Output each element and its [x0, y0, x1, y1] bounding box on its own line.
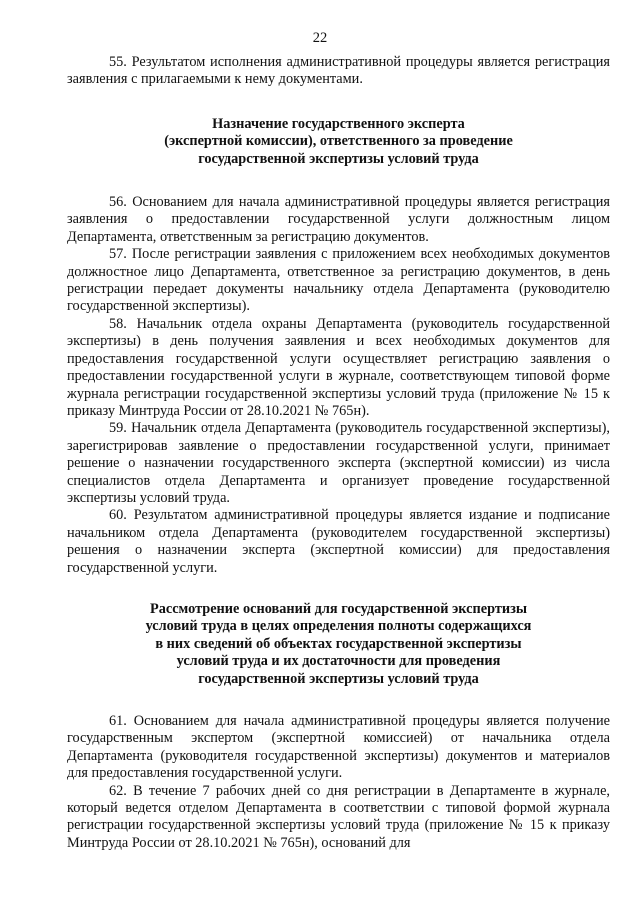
heading-line: государственной экспертизы условий труда [198, 150, 479, 167]
paragraph-59: 59. Начальник отдела Департамента (руководитель государственной экспертизы), зарегистрировав заявление о предоставлении государственной услуги, принимает решение о назначении государственного эксперта (экспертной комиссии) из числа специалистов отдела Департамента и организует проведение государственной экспертизы условий труда. [67, 420, 610, 506]
paragraph-55: 55. Результатом исполнения административной процедуры является регистрация заявления с прилагаемыми к нему документами. [67, 54, 610, 88]
paragraph-58: 58. Начальник отдела охраны Департамента (руководитель государственной экспертизы) в день получения заявления и всех необходимых документов для предоставления государственной услуги осуществляет регистрацию заявления о предоставлении государственной услуги в журнале, соответствующем типовой форме журнала регистрации государственной экспертизы условий труда (приложение № 15 к приказу Минтруда России от 28.10.2021 № 765н). [67, 315, 610, 419]
heading-line: (экспертной комиссии), ответственного за проведение [164, 133, 513, 150]
page-number: 22 [312, 30, 328, 46]
paragraph-60: 60. Результатом административной процедуры является издание и подписание начальником отдела Департамента (руководителем государственной экспертизы) решения о назначении эксперта (экспертной комиссии) для предоставления государственной услуги. [67, 507, 610, 576]
paragraph-62: 62. В течение 7 рабочих дней со дня регистрации в Департаменте в журнале, который ведется отделом Департамента в соответствии с типовой формой журнала регистрации государственной экспертизы условий труда (приложение № 15 к приказу Минтруда России от 28.10.2021 № 765н), оснований для [67, 782, 610, 851]
paragraph-61: 61. Основанием для начала административной процедуры является получение государственным экспертом (экспертной комиссией) от начальника отдела Департамента (руководителя государственной экспертизы) документов и материалов для предоставления государственной услуги. [67, 713, 610, 782]
section-heading-grounds-review [67, 601, 610, 688]
section-heading-expert-appointment [67, 116, 610, 168]
heading-line: условий труда в целях определения полноты содержащихся [145, 618, 532, 635]
heading-line: Рассмотрение оснований для государственной экспертизы [149, 600, 528, 617]
paragraph-57: 57. После регистрации заявления с приложением всех необходимых документов должностное лицо Департамента, ответственное за регистрацию документов, в день регистрации передает документы начальнику отдела Департамента (руководителю государственной экспертизы). [67, 246, 610, 315]
paragraph-56: 56. Основанием для начала административной процедуры является регистрация заявления о предоставлении государственной услуги должностным лицом Департамента, ответственным за регистрацию документов. [67, 194, 610, 245]
heading-line: Назначение государственного эксперта [212, 115, 465, 132]
heading-line: условий труда и их достаточности для проведения [176, 653, 501, 670]
document-body [67, 54, 610, 852]
heading-line: в них сведений об объектах государственной экспертизы [155, 635, 522, 652]
heading-line: государственной экспертизы условий труда [198, 670, 479, 687]
